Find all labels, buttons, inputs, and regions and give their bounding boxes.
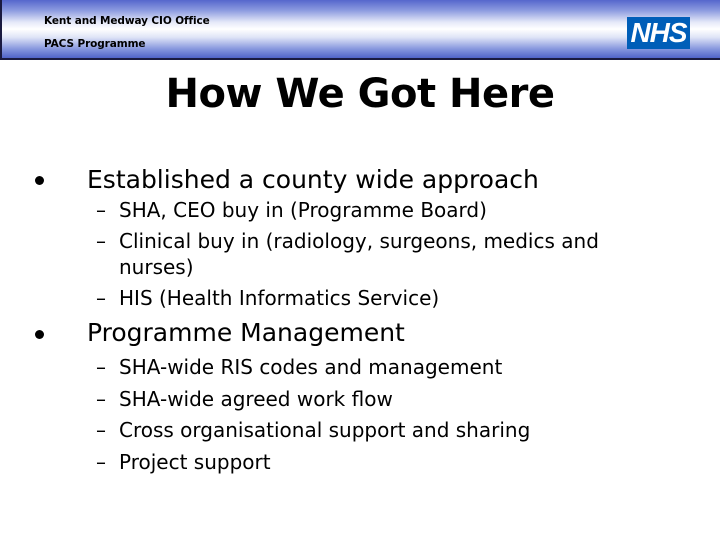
nhs-logo-icon: NHS xyxy=(627,17,690,49)
bullet-item: Established a county wide approach xyxy=(87,165,539,194)
dash-icon: – xyxy=(96,229,106,253)
slide-title: How We Got Here xyxy=(165,71,555,117)
header-programme: PACS Programme xyxy=(44,38,146,50)
dash-icon: – xyxy=(96,286,106,310)
sub-bullet-item: SHA, CEO buy in (Programme Board) xyxy=(119,198,487,222)
sub-bullet-item: Project support xyxy=(119,450,271,474)
sub-bullet-item: SHA-wide RIS codes and management xyxy=(119,355,503,379)
bullet-dot-icon xyxy=(35,176,44,185)
bullet-item: Programme Management xyxy=(87,318,405,347)
dash-icon: – xyxy=(96,450,106,474)
bullet-dot-icon xyxy=(35,330,44,339)
sub-bullet-continuation: nurses) xyxy=(119,255,194,279)
dash-icon: – xyxy=(96,355,106,379)
dash-icon: – xyxy=(96,387,106,411)
sub-bullet-item: HIS (Health Informatics Service) xyxy=(119,286,440,310)
dash-icon: – xyxy=(96,198,106,222)
header-organisation: Kent and Medway CIO Office xyxy=(44,15,210,27)
sub-bullet-item: SHA-wide agreed work flow xyxy=(119,387,393,411)
sub-bullet-item: Cross organisational support and sharing xyxy=(119,418,531,442)
dash-icon: – xyxy=(96,418,106,442)
slide-header-band xyxy=(0,0,720,60)
sub-bullet-item: Clinical buy in (radiology, surgeons, medics and xyxy=(119,229,599,253)
